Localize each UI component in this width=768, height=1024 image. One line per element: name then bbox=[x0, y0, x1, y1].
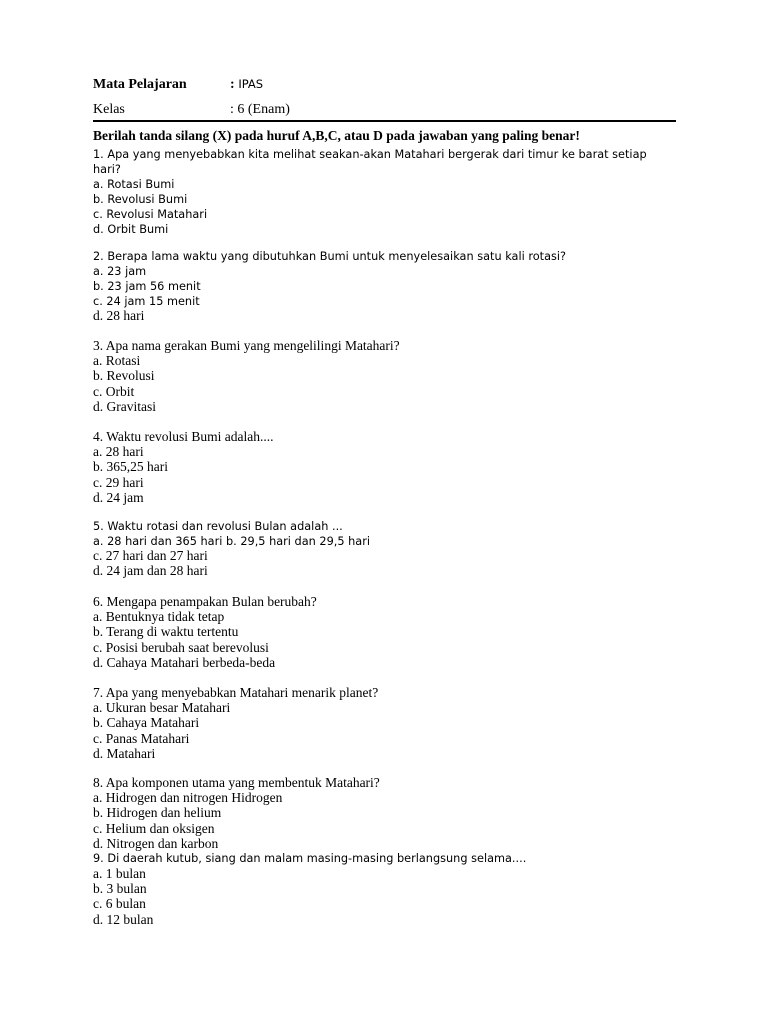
question-6 bbox=[93, 594, 693, 670]
instruction: Berilah tanda silang (X) pada huruf A,B,C, atau D pada jawaban yang paling benar! bbox=[93, 128, 580, 143]
question-7-option-d: d. Matahari bbox=[93, 745, 156, 761]
question-4-option-b: b. 365,25 hari bbox=[93, 459, 168, 475]
question-4-option-d: d. 24 jam bbox=[93, 489, 144, 505]
class-value: : 6 (Enam) bbox=[230, 102, 290, 117]
question-6-option-a: a. Bentuknya tidak tetap bbox=[93, 609, 225, 625]
question-9-option-a: a. 1 bulan bbox=[93, 866, 146, 881]
question-7-option-a: a. Ukuran besar Matahari bbox=[93, 700, 231, 716]
question-2 bbox=[93, 249, 693, 309]
question-2-option-c: c. 24 jam 15 menit bbox=[93, 295, 200, 308]
question-7 bbox=[93, 685, 693, 761]
question-6-option-b: b. Terang di waktu tertentu bbox=[93, 624, 239, 640]
question-1-option-d: d. Orbit Bumi bbox=[93, 223, 169, 236]
question-6-option-d: d. Cahaya Matahari berbeda-beda bbox=[93, 654, 276, 670]
question-5-stem: 5. Waktu rotasi dan revolusi Bulan adalah ... bbox=[93, 520, 343, 533]
question-1 bbox=[93, 147, 693, 237]
subject-label: Mata Pelajaran bbox=[93, 77, 187, 92]
question-6-stem: 6. Mengapa penampakan Bulan berubah? bbox=[93, 594, 317, 609]
question-1-stem-line2: hari? bbox=[93, 163, 121, 176]
subject-value: : IPAS bbox=[230, 77, 264, 92]
subject-value-text: IPAS bbox=[234, 77, 264, 91]
class-label: Kelas bbox=[93, 102, 125, 117]
question-1-option-c: c. Revolusi Matahari bbox=[93, 208, 208, 221]
question-8-option-b: b. Hidrogen dan helium bbox=[93, 805, 222, 821]
header-divider bbox=[93, 120, 676, 122]
question-8-option-d: d. Nitrogen dan karbon bbox=[93, 835, 219, 851]
question-8-option-a: a. Hidrogen dan nitrogen Hidrogen bbox=[93, 790, 283, 806]
question-3-option-c: c. Orbit bbox=[93, 383, 135, 399]
question-9-options bbox=[93, 866, 693, 927]
question-6-option-c: c. Posisi berubah saat berevolusi bbox=[93, 639, 269, 655]
question-3-option-d: d. Gravitasi bbox=[93, 398, 156, 414]
question-9-option-c: c. 6 bulan bbox=[93, 896, 146, 912]
question-9-stem: 9. Di daerah kutub, siang dan malam masing-masing berlangsung selama.... bbox=[93, 852, 527, 865]
question-2-stem: 2. Berapa lama waktu yang dibutuhkan Bumi untuk menyelesaikan satu kali rotasi? bbox=[93, 250, 567, 263]
question-3-option-a: a. Rotasi bbox=[93, 353, 141, 369]
question-4-option-a: a. 28 hari bbox=[93, 444, 144, 460]
question-4-stem: 4. Waktu revolusi Bumi adalah.... bbox=[93, 429, 274, 444]
question-9-option-b: b. 3 bulan bbox=[93, 881, 147, 897]
question-1-stem-line1: 1. Apa yang menyebabkan kita melihat seakan-akan Matahari bergerak dari timur ke barat setiap bbox=[93, 148, 647, 161]
question-5 bbox=[93, 519, 693, 549]
question-5-option-a: a. 28 hari dan 365 hari b. 29,5 hari dan 29,5 hari bbox=[93, 535, 370, 548]
question-2-option-d: d. 28 hari bbox=[93, 308, 145, 323]
question-1-option-a: a. Rotasi Bumi bbox=[93, 178, 175, 191]
question-3-stem: 3. Apa nama gerakan Bumi yang mengelilingi Matahari? bbox=[93, 338, 400, 353]
question-9 bbox=[93, 851, 693, 866]
question-7-option-c: c. Panas Matahari bbox=[93, 730, 190, 746]
question-4 bbox=[93, 429, 693, 505]
question-8-stem: 8. Apa komponen utama yang membentuk Matahari? bbox=[93, 775, 380, 790]
question-1-option-b: b. Revolusi Bumi bbox=[93, 193, 188, 206]
question-3-option-b: b. Revolusi bbox=[93, 368, 155, 384]
question-3 bbox=[93, 338, 693, 414]
question-8-option-c: c. Helium dan oksigen bbox=[93, 820, 215, 836]
question-8 bbox=[93, 775, 693, 851]
question-7-option-b: b. Cahaya Matahari bbox=[93, 715, 200, 731]
question-4-option-c: c. 29 hari bbox=[93, 474, 144, 490]
question-5-option-d: d. 24 jam dan 28 hari bbox=[93, 563, 208, 579]
question-9-option-d: d. 12 bulan bbox=[93, 911, 154, 927]
question-2-d-wrap bbox=[93, 308, 693, 323]
question-2-option-a: a. 23 jam bbox=[93, 265, 147, 278]
question-5-rest bbox=[93, 548, 693, 578]
question-2-option-b: b. 23 jam 56 menit bbox=[93, 280, 201, 293]
question-5-option-c: c. 27 hari dan 27 hari bbox=[93, 548, 208, 563]
question-7-stem: 7. Apa yang menyebabkan Matahari menarik planet? bbox=[93, 685, 379, 700]
